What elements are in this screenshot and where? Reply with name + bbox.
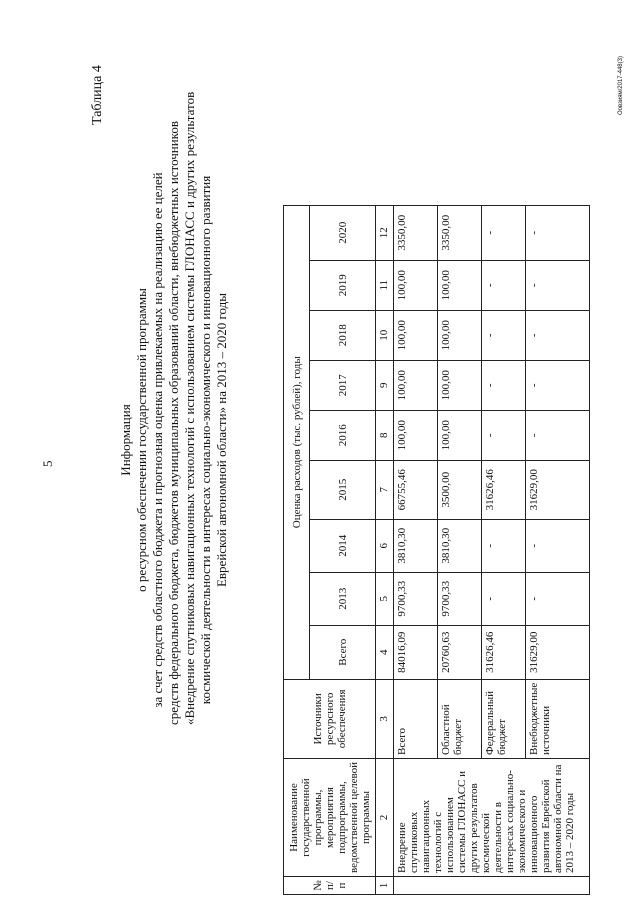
- year-cell: -: [526, 572, 590, 625]
- header-year: 2016: [310, 410, 376, 460]
- column-number-row: [376, 205, 394, 894]
- column-number: 2: [376, 759, 394, 877]
- header-year: 2020: [310, 205, 376, 260]
- row-number: [394, 877, 590, 895]
- year-cell: -: [482, 360, 526, 410]
- year-cell: 100,00: [394, 310, 438, 360]
- year-cell: 3350,00: [394, 205, 438, 260]
- header-row: [284, 205, 310, 894]
- year-cell: -: [482, 205, 526, 260]
- source-cell: Всего: [394, 679, 438, 758]
- program-name: Внедрение спутниковых навигационных технологий с использованием системы ГЛОНАСС и других результатов космической деятельности в интересах социально-экономического и инновационного развития Еврейской автономной области на 2013 – 2020 годы: [394, 759, 590, 877]
- total-cell: 20760,63: [438, 625, 482, 679]
- table-label: Таблица 4: [90, 65, 105, 125]
- column-number: 11: [376, 260, 394, 310]
- column-number: 10: [376, 310, 394, 360]
- column-number: 4: [376, 625, 394, 679]
- column-number: 9: [376, 360, 394, 410]
- year-cell: 9700,33: [438, 572, 482, 625]
- title-line: Информация: [118, 404, 133, 476]
- year-cell: 100,00: [394, 410, 438, 460]
- document-title: [118, 91, 230, 725]
- year-cell: 66755,46: [394, 460, 438, 519]
- year-cell: 100,00: [438, 360, 482, 410]
- year-cell: 3500,00: [438, 460, 482, 519]
- total-cell: 31626,46: [482, 625, 526, 679]
- total-cell: 31629,00: [526, 625, 590, 679]
- title-line: средств федерального бюджета, бюджетов муниципальных образований области, внебюджетных источников: [166, 121, 181, 725]
- year-cell: 100,00: [438, 310, 482, 360]
- year-cell: -: [526, 260, 590, 310]
- column-number: 7: [376, 460, 394, 519]
- year-cell: -: [482, 310, 526, 360]
- year-cell: 9700,33: [394, 572, 438, 625]
- source-cell: Внебюджетные источники: [526, 679, 590, 758]
- year-cell: 31626,46: [482, 460, 526, 519]
- year-cell: -: [526, 410, 590, 460]
- column-number: 6: [376, 519, 394, 572]
- year-cell: -: [482, 260, 526, 310]
- header-estimate: Оценка расходов (тыс. рублей), годы: [284, 205, 310, 679]
- table-row: [394, 205, 438, 894]
- header-year: 2018: [310, 310, 376, 360]
- year-cell: -: [526, 519, 590, 572]
- column-number: 3: [376, 679, 394, 758]
- source-cell: Областной бюджет: [438, 679, 482, 758]
- header-year: 2017: [310, 360, 376, 410]
- total-cell: 84016,09: [394, 625, 438, 679]
- title-line: космической деятельности в интересах социально-экономического и инновационного развития: [198, 175, 213, 705]
- year-cell: 31629,00: [526, 460, 590, 519]
- header-total: Всего: [310, 625, 376, 679]
- header-year: 2013: [310, 572, 376, 625]
- title-line: за счет средств областного бюджета и прогнозная оценка привлекаемых на реализацию ее целей: [150, 172, 165, 708]
- year-cell: 3810,30: [438, 519, 482, 572]
- year-cell: -: [526, 310, 590, 360]
- year-cell: 3350,00: [438, 205, 482, 260]
- page-number: 5: [40, 460, 55, 467]
- header-year: 2015: [310, 460, 376, 519]
- title-line: Еврейской автономной области» на 2013 – 2020 годы: [214, 292, 229, 588]
- year-cell: 100,00: [438, 260, 482, 310]
- title-line: о ресурсном обеспечении государственной программы: [134, 288, 149, 592]
- header-name: Наименование государственной программы, мероприятия подпрограммы, ведомственной целевой программы: [284, 759, 376, 877]
- resource-table: [283, 205, 590, 895]
- year-cell: -: [482, 519, 526, 572]
- header-year: 2019: [310, 260, 376, 310]
- year-cell: 100,00: [394, 260, 438, 310]
- column-number: 5: [376, 572, 394, 625]
- year-cell: -: [482, 410, 526, 460]
- year-cell: 3810,30: [394, 519, 438, 572]
- column-number: 8: [376, 410, 394, 460]
- source-cell: Федеральный бюджет: [482, 679, 526, 758]
- title-line: «Внедрение спутниковых навигационных технологий с использованием системы ГЛОНАСС и других результатов: [182, 91, 197, 725]
- footer-code: Оовзиям/2017-448(3): [618, 56, 624, 115]
- year-cell: -: [526, 205, 590, 260]
- year-cell: 100,00: [394, 360, 438, 410]
- header-year: 2014: [310, 519, 376, 572]
- header-no: № п/п: [284, 877, 376, 895]
- year-cell: -: [482, 572, 526, 625]
- year-cell: 100,00: [438, 410, 482, 460]
- column-number: 12: [376, 205, 394, 260]
- column-number: 1: [376, 877, 394, 895]
- header-source: Источники ресурсного обеспечения: [284, 679, 376, 758]
- year-cell: -: [526, 360, 590, 410]
